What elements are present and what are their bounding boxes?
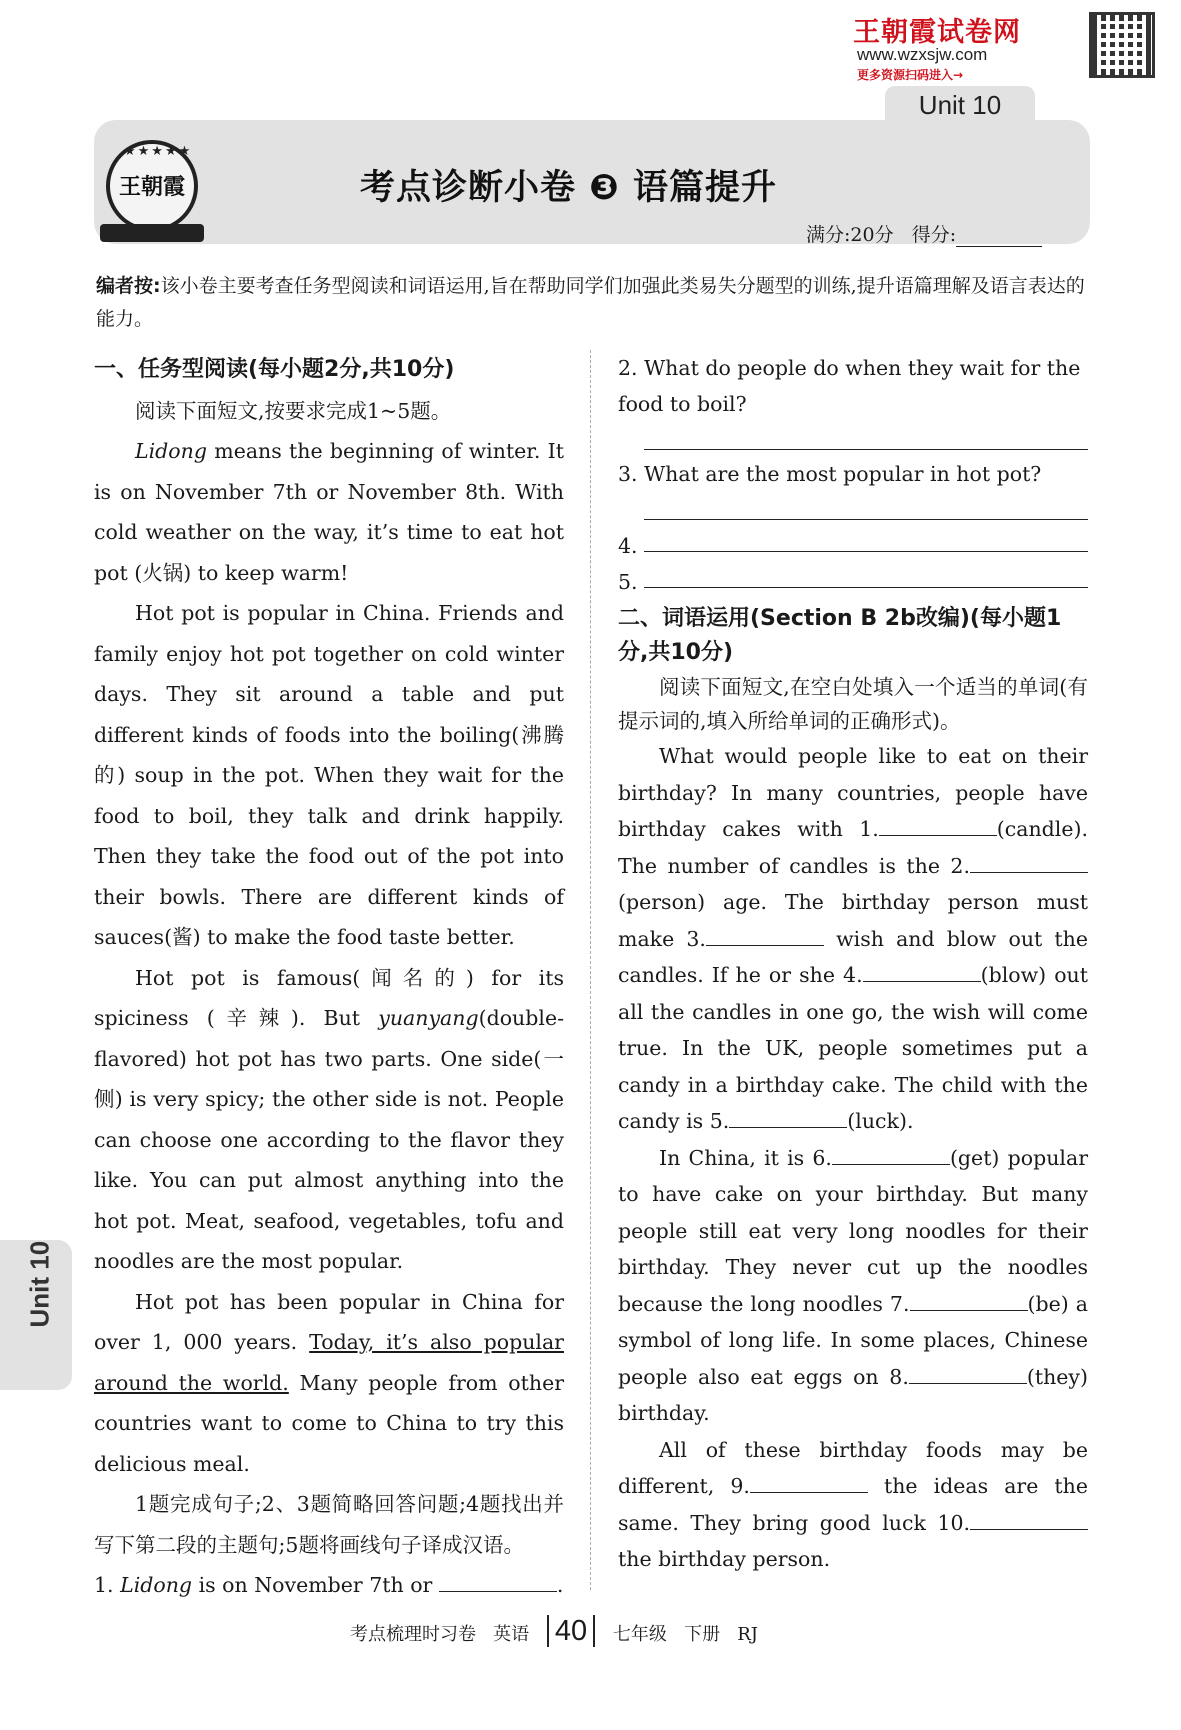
footer-subject: 英语 <box>493 1624 530 1645</box>
publisher-logo <box>100 128 204 244</box>
task-instruction: 1题完成句子;2、3题简略回答问题;4题找出并写下第二段的主题句;5题将画线句子译成汉语。 <box>94 1492 564 1557</box>
footer-grade: 七年级 <box>612 1624 667 1645</box>
s2p3-a: All of these birthday foods may be different, 9. <box>618 1437 1088 1498</box>
editor-note-text: 该小卷主要考查任务型阅读和词语运用,旨在帮助同学们加强此类易失分题型的训练,提升语篇理解及语言表达的能力。 <box>96 275 1085 330</box>
s2p3-c: the birthday person. <box>618 1547 831 1571</box>
q1-text: is on November 7th or <box>192 1573 433 1597</box>
section-task-reading <box>94 350 564 1606</box>
p3-text-a: Hot pot is famous(闻名的) for its spiciness (辛辣). But <box>94 965 564 1030</box>
brand-block <box>853 10 1085 82</box>
s2p3-b: the ideas are the same. They bring good luck 10. <box>618 1474 1088 1535</box>
blank-5[interactable] <box>729 1127 847 1128</box>
s2p2-b: (get) popular to have cake on your birthday. But many people still eat very long noodles for their birthday. They never cut up the noodles because the long noodles 7. <box>618 1145 1088 1316</box>
p4-text-b: Many people from other countries want to come to China to try this delicious meal. <box>94 1370 564 1476</box>
s2p1-d: wish and blow out the candles. If he or she 4. <box>618 926 1088 987</box>
blank-9[interactable] <box>750 1492 868 1493</box>
brand-url[interactable]: www.wzxsjw.com <box>857 45 988 64</box>
question-4 <box>618 526 1088 562</box>
logo-seal-icon <box>106 140 198 232</box>
score-blank[interactable] <box>956 224 1042 247</box>
column-divider <box>590 350 591 1590</box>
score-line <box>806 220 1042 247</box>
p3-italic: yuanyang <box>378 1006 479 1030</box>
page-footer <box>350 1615 850 1655</box>
q1-italic: Lidong <box>120 1573 193 1597</box>
passage-paragraph-2: Hot pot is popular in China. Friends and family enjoy hot pot together on cold winter days. They sit around a table and put different kinds of foods into the boiling(沸腾的) soup in the pot. When they wait for the food to boil, they talk and drink happily. Then they take the food out of the pot into their bowls. There are different kinds of sauces(酱) to make the food taste better. <box>94 601 564 949</box>
blank-8[interactable] <box>909 1383 1027 1384</box>
p1-text: means the beginning of winter. It is on November 7th or November 8th. With cold weather on the way, it’s time to eat hot pot (火锅) to keep warm! <box>94 439 564 585</box>
s2p1-b: (candle). The number of candles is the 2. <box>618 817 1088 878</box>
blank-4[interactable] <box>863 981 981 982</box>
question-2: 2. What do people do when they wait for the food to boil? <box>618 356 1081 416</box>
q2-answer-line[interactable] <box>644 422 1088 450</box>
q4-number: 4. <box>618 534 638 558</box>
right-column <box>618 350 1088 1578</box>
side-unit-label: Unit 10 <box>24 1240 55 1328</box>
score-full: 满分:20分 <box>806 224 894 246</box>
q5-answer-line[interactable] <box>644 562 1088 588</box>
q4-answer-line[interactable] <box>644 526 1088 552</box>
q1-blank[interactable] <box>439 1591 557 1592</box>
logo-stars-icon: ★★★★★ <box>124 144 193 159</box>
p4-text-a: Hot pot has been popular in China for over 1, 000 years. <box>94 1289 564 1354</box>
page-title: 考点诊断小卷 ❸ 语篇提升 <box>360 168 778 208</box>
passage-paragraph-1 <box>94 431 564 593</box>
p3-text-b: (double-flavored) hot pot has two parts. One side(一侧) is very spicy; the other side is not. People can choose one according to the flavor they like. You can put almost anything into the hot pot. Meat, seafood, vegetables, tofu and noodles are the most popular. <box>94 1006 564 1273</box>
question-3: 3. What are the most popular in hot pot? <box>618 462 1042 486</box>
q1-end: . <box>556 1573 564 1597</box>
s2p1-a: What would people like to eat on their birthday? In many countries, people have birthday cakes with 1. <box>618 744 1088 841</box>
editor-note <box>96 270 1086 336</box>
unit-tab: Unit 10 <box>885 86 1035 122</box>
passage-paragraph-3 <box>94 958 564 1282</box>
blank-2[interactable] <box>970 872 1088 873</box>
page-number: 40 <box>547 1615 595 1647</box>
s2p2-a: In China, it is 6. <box>659 1145 832 1170</box>
logo-text: 王朝霞 <box>118 174 185 200</box>
section2-instruction: 阅读下面短文,在空白处填入一个适当的单词(有提示词的,填入所给单词的正确形式)。 <box>618 675 1088 733</box>
s2p2-d: (they) birthday. <box>618 1364 1088 1425</box>
q1-number: 1. <box>94 1573 121 1597</box>
p1-italic: Lidong <box>135 439 207 463</box>
logo-ribbon <box>100 224 204 242</box>
p4-underlined-sentence: Today, it’s also popular around the world. <box>94 1330 564 1395</box>
s2-paragraph-2 <box>618 1140 1088 1432</box>
s2-paragraph-3 <box>618 1432 1088 1578</box>
q5-number: 5. <box>618 570 638 594</box>
s2p2-c: (be) a symbol of long life. In some places, Chinese people also eat eggs on 8. <box>618 1291 1088 1389</box>
brand-name: 王朝霞试卷网 <box>853 17 1021 48</box>
section1-heading: 一、任务型阅读(每小题2分,共10分) <box>94 357 455 382</box>
footer-edition: RJ <box>737 1624 759 1645</box>
question-5 <box>618 562 1088 598</box>
section1-instruction: 阅读下面短文,按要求完成1~5题。 <box>135 398 452 423</box>
qr-code-icon <box>1089 12 1155 78</box>
question-1 <box>94 1565 564 1606</box>
footer-book: 考点梳理时习卷 <box>350 1624 476 1645</box>
s2p1-f: (luck). <box>847 1109 914 1133</box>
editor-note-label: 编者按: <box>96 275 161 297</box>
q3-answer-line[interactable] <box>644 492 1088 520</box>
blank-10[interactable] <box>970 1529 1088 1530</box>
blank-6[interactable] <box>832 1164 950 1165</box>
s2-paragraph-1 <box>618 738 1088 1140</box>
brand-more: 更多资源扫码进入→ <box>857 68 964 82</box>
footer-volume: 下册 <box>684 1624 721 1645</box>
passage-paragraph-4 <box>94 1282 564 1485</box>
side-unit-tab <box>0 1240 72 1390</box>
section2-heading: 二、词语运用(Section B 2b改编)(每小题1分,共10分) <box>618 606 1062 665</box>
blank-1[interactable] <box>879 835 997 836</box>
blank-7[interactable] <box>910 1310 1028 1311</box>
score-got-label: 得分: <box>911 224 957 246</box>
s2p1-e: (blow) out all the candles in one go, the wish will come true. In the UK, people sometimes put a candy in a birthday cake. The child with the candy is 5. <box>618 963 1088 1133</box>
blank-3[interactable] <box>706 945 824 946</box>
s2p1-c: (person) age. The birthday person must make 3. <box>618 890 1088 951</box>
